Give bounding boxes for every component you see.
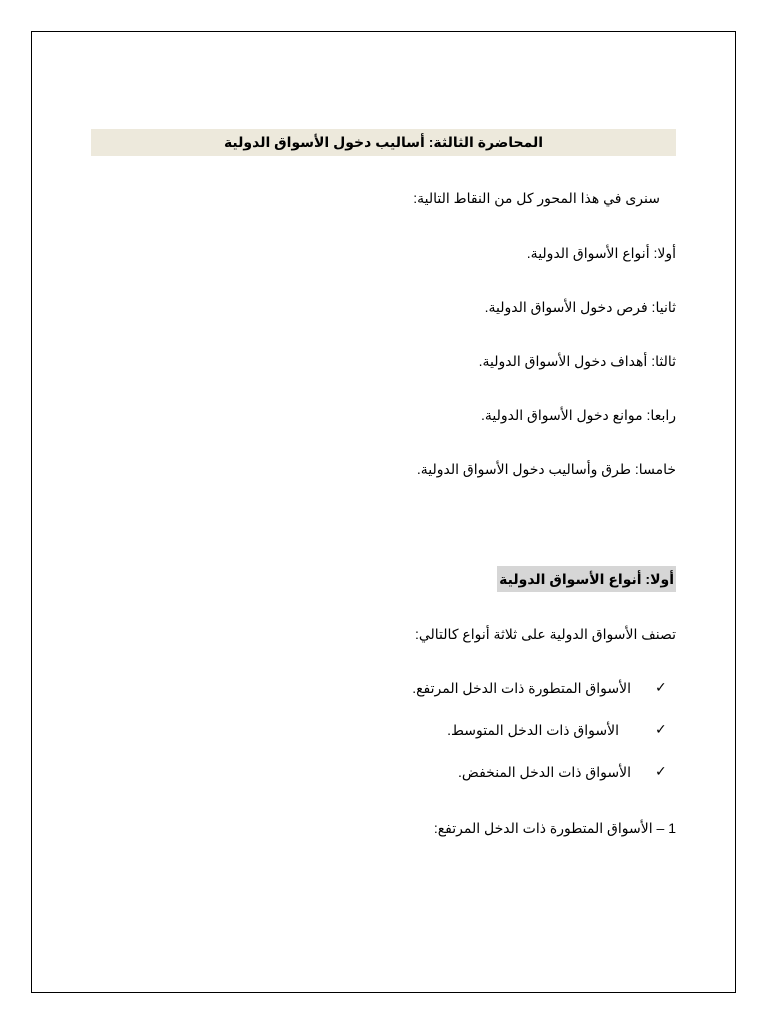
bullet-item-3: الأسواق ذات الدخل المنخفض. [458,764,631,780]
bullet-item-2: الأسواق ذات الدخل المتوسط. [447,722,619,738]
check-mark-icon: ✓ [655,680,667,696]
point-item-5: خامسا: طرق وأساليب دخول الأسواق الدولية. [416,461,676,477]
point-item-4: رابعا: موانع دخول الأسواق الدولية. [480,407,676,423]
point-item-1: أولا: أنواع الأسواق الدولية. [526,245,676,261]
subheading: 1 – الأسواق المتطورة ذات الدخل المرتفع: [433,820,676,836]
page-frame [31,31,736,993]
check-mark-icon: ✓ [655,764,667,780]
section-intro: تصنف الأسواق الدولية على ثلاثة أنواع كالتالي: [414,626,676,642]
intro-text: سنرى في هذا المحور كل من النقاط التالية: [413,190,660,206]
section-heading: أولا: أنواع الأسواق الدولية [497,566,676,592]
lecture-title: المحاضرة الثالثة: أساليب دخول الأسواق الدولية [91,129,676,156]
bullet-item-1: الأسواق المتطورة ذات الدخل المرتفع. [412,680,631,696]
point-item-2: ثانيا: فرص دخول الأسواق الدولية. [484,299,676,315]
point-item-3: ثالثا: أهداف دخول الأسواق الدولية. [478,353,676,369]
check-mark-icon: ✓ [655,722,667,738]
